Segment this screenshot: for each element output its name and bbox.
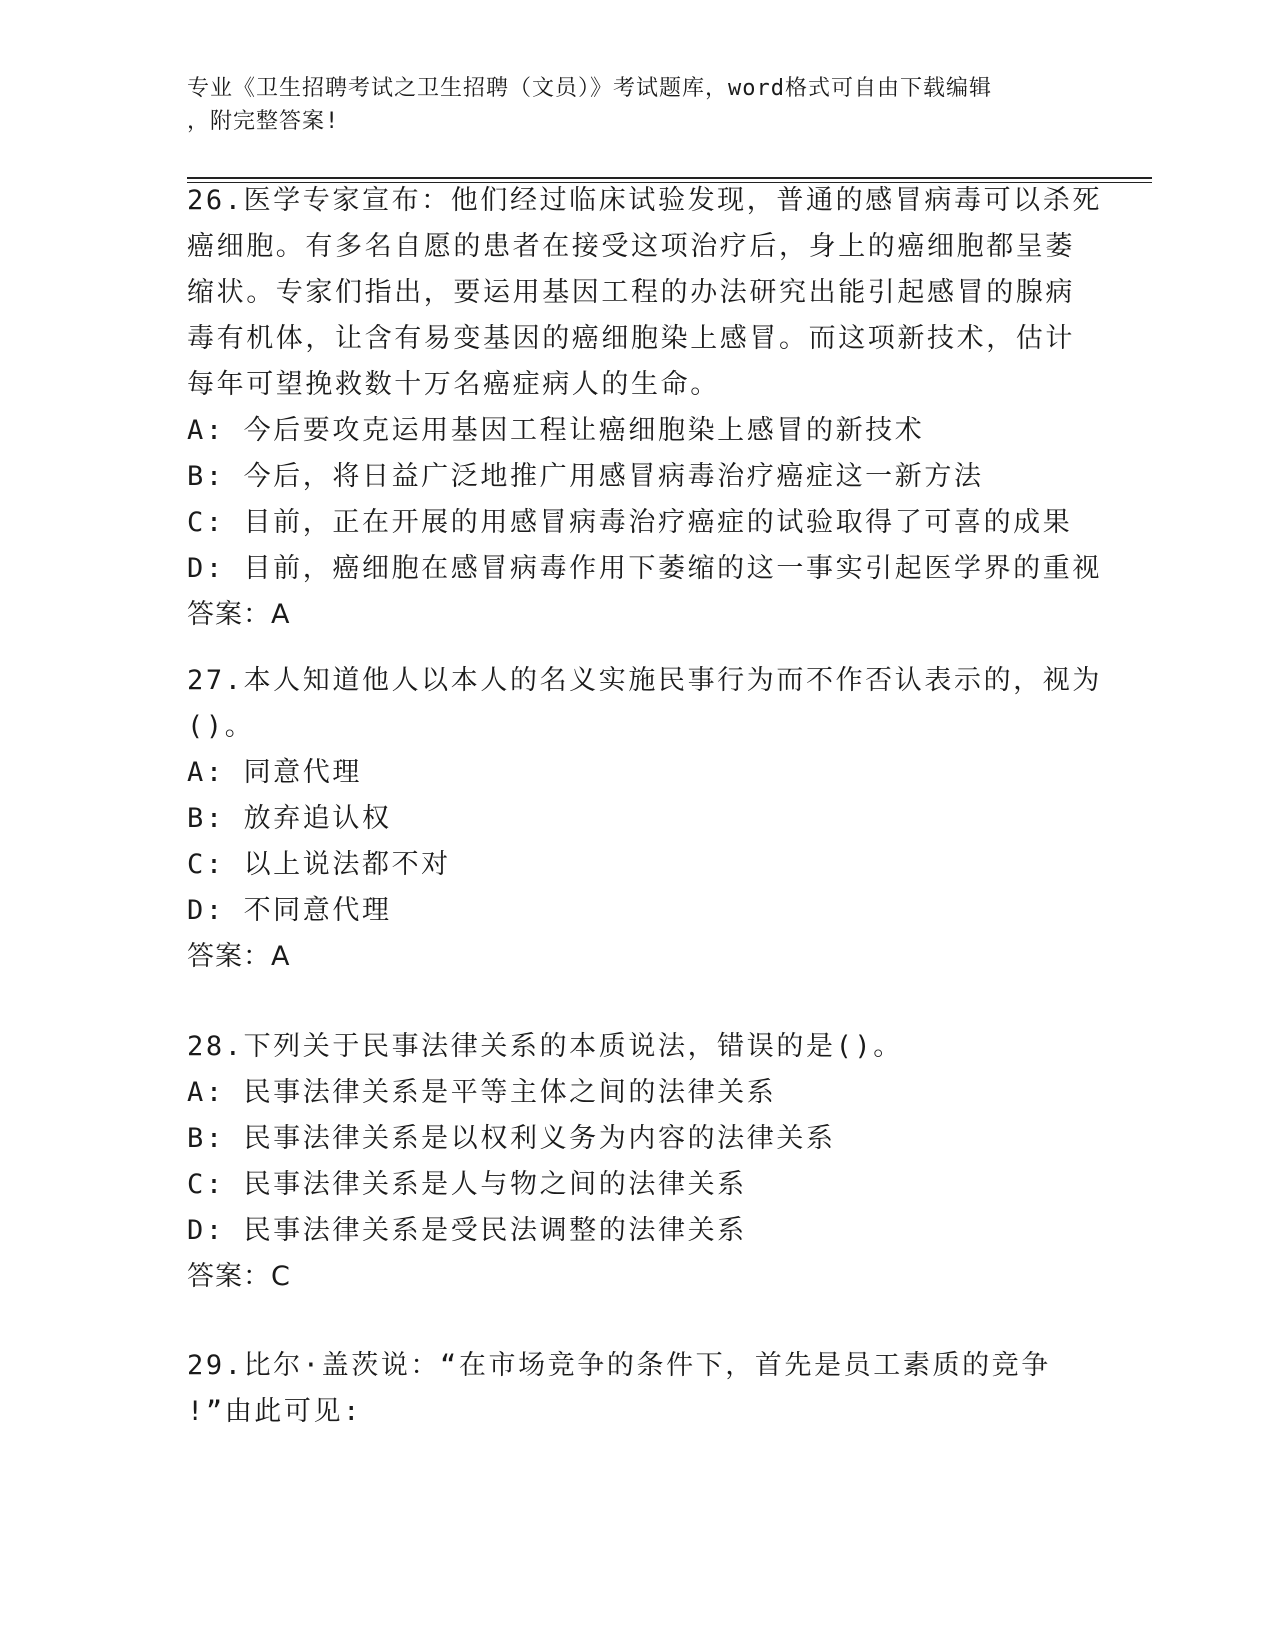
option-c: C: 以上说法都不对 bbox=[187, 849, 451, 880]
question-28 bbox=[187, 1024, 1087, 1300]
answer-line: 答案：C bbox=[187, 1261, 291, 1292]
option-d: D: 目前，癌细胞在感冒病毒作用下萎缩的这一事实引起医学界的重视 bbox=[187, 553, 1102, 584]
option-b: B: 民事法律关系是以权利义务为内容的法律关系 bbox=[187, 1123, 836, 1154]
question-text-line: 29.比尔·盖茨说：“在市场竞争的条件下，首先是员工素质的竞争 bbox=[187, 1350, 1051, 1381]
option-a: A: 同意代理 bbox=[187, 757, 362, 788]
question-27 bbox=[187, 658, 1102, 980]
option-a: A: 今后要攻克运用基因工程让癌细胞染上感冒的新技术 bbox=[187, 415, 925, 446]
header-line-2: ，附完整答案! bbox=[187, 109, 340, 134]
option-d: D: 民事法律关系是受民法调整的法律关系 bbox=[187, 1215, 747, 1246]
question-text-line: 28.下列关于民事法律关系的本质说法，错误的是()。 bbox=[187, 1031, 903, 1062]
question-text-line: 毒有机体，让含有易变基因的癌细胞染上感冒。而这项新技术，估计 bbox=[187, 323, 1075, 354]
question-text-line: ()。 bbox=[187, 711, 255, 742]
header-line-1: 专业《卫生招聘考试之卫生招聘（文员）》考试题库，word格式可自由下载编辑 bbox=[187, 76, 992, 101]
question-text-line: 缩状。专家们指出，要运用基因工程的办法研究出能引起感冒的腺病 bbox=[187, 277, 1075, 308]
answer-line: 答案：A bbox=[187, 599, 291, 630]
option-b: B: 今后，将日益广泛地推广用感冒病毒治疗癌症这一新方法 bbox=[187, 461, 984, 492]
option-c: C: 目前，正在开展的用感冒病毒治疗癌症的试验取得了可喜的成果 bbox=[187, 507, 1073, 538]
document-header bbox=[187, 72, 1067, 138]
question-29 bbox=[187, 1343, 1087, 1435]
question-26 bbox=[187, 178, 1102, 638]
option-c: C: 民事法律关系是人与物之间的法律关系 bbox=[187, 1169, 747, 1200]
question-text-line: 每年可望挽救数十万名癌症病人的生命。 bbox=[187, 369, 720, 400]
question-text-line: !”由此可见: bbox=[187, 1396, 362, 1427]
option-b: B: 放弃追认权 bbox=[187, 803, 392, 834]
question-text-line: 27.本人知道他人以本人的名义实施民事行为而不作否认表示的，视为 bbox=[187, 665, 1102, 696]
answer-line: 答案：A bbox=[187, 941, 291, 972]
option-d: D: 不同意代理 bbox=[187, 895, 392, 926]
option-a: A: 民事法律关系是平等主体之间的法律关系 bbox=[187, 1077, 777, 1108]
question-text-line: 癌细胞。有多名自愿的患者在接受这项治疗后，身上的癌细胞都呈萎 bbox=[187, 231, 1075, 262]
question-text-line: 26.医学专家宣布：他们经过临床试验发现，普通的感冒病毒可以杀死 bbox=[187, 185, 1102, 216]
